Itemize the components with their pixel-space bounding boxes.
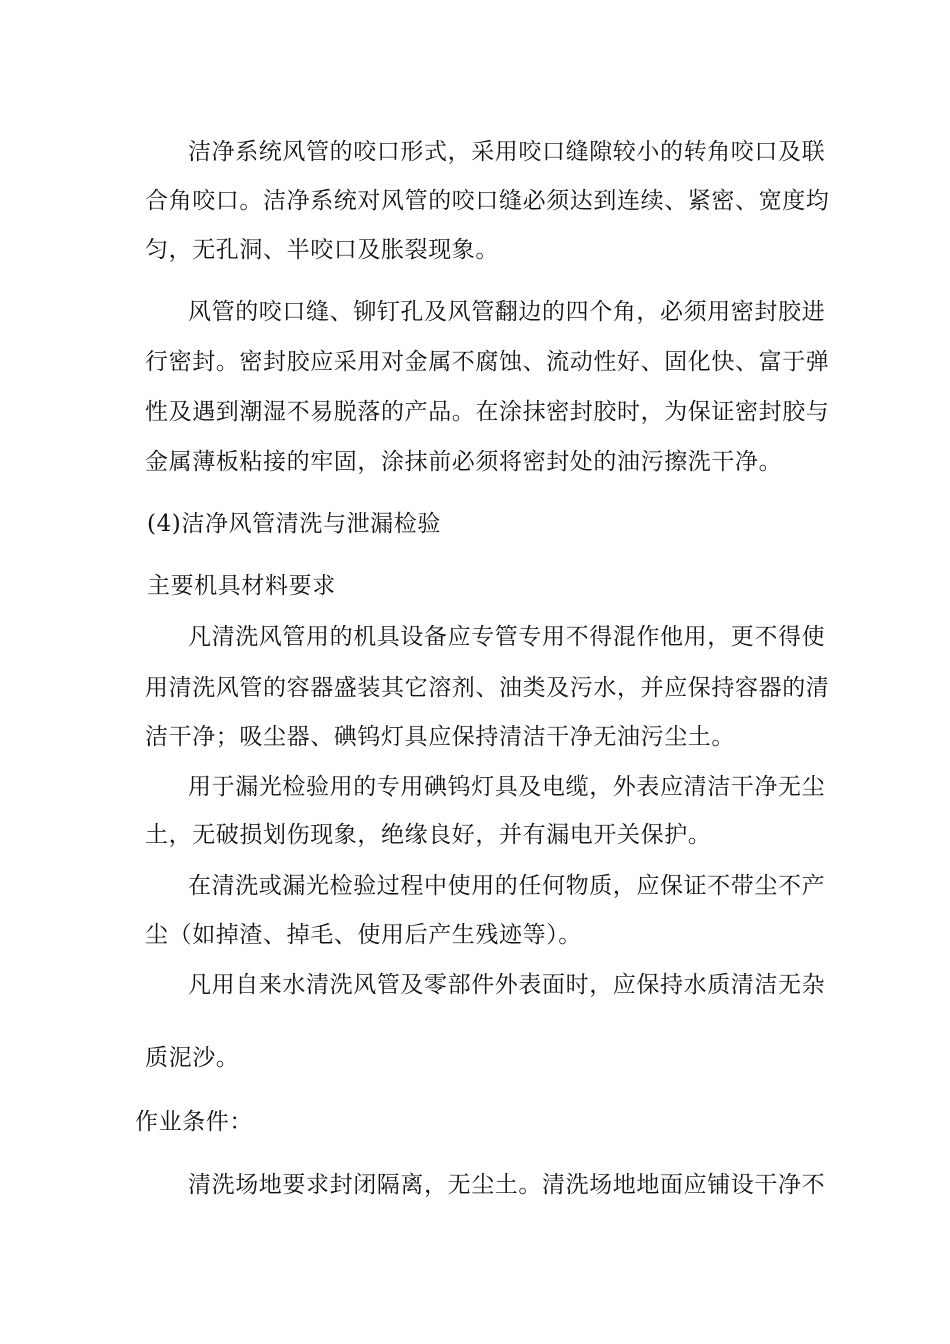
paragraph-3-line-1: 凡清洗风管用的机具设备应专管专用不得混作他用，更不得使 xyxy=(188,624,826,650)
paragraph-3-line-3: 洁干净；吸尘器、碘钨灯具应保持清洁干净无油污尘土。 xyxy=(145,724,735,750)
paragraph-1-line-3: 匀，无孔洞、半咬口及胀裂现象。 xyxy=(145,237,499,263)
paragraph-3-line-2: 用清洗风管的容器盛装其它溶剂、油类及污水，并应保持容器的清 xyxy=(145,675,830,701)
paragraph-2-line-2: 行密封。密封胶应采用对金属不腐蚀、流动性好、固化快、富于弹 xyxy=(145,349,830,375)
paragraph-6-line-2: 质泥沙。 xyxy=(145,1045,240,1071)
paragraph-1-line-2: 合角咬口。洁净系统对风管的咬口缝必须达到连续、紧密、宽度均 xyxy=(145,188,830,214)
paragraph-4-line-1: 用于漏光检验用的专用碘钨灯具及电缆，外表应清洁干净无尘 xyxy=(188,774,826,800)
subheading-equipment: 主要机具材料要求 xyxy=(147,573,336,599)
paragraph-2-line-1: 风管的咬口缝、铆钉孔及风管翻边的四个角，必须用密封胶进 xyxy=(188,299,826,325)
paragraph-5-line-2: 尘（如掉渣、掉毛、使用后产生残迹等）。 xyxy=(145,922,582,948)
paragraph-2-line-4: 金属薄板粘接的牢固，涂抹前必须将密封处的油污擦洗干净。 xyxy=(145,449,783,475)
paragraph-4-line-2: 土，无破损划伤现象，绝缘良好，并有漏电开关保护。 xyxy=(145,822,712,848)
section-heading: (4)洁净风管清洗与泄漏检验 xyxy=(147,511,441,537)
paragraph-1-line-1: 洁净系统风管的咬口形式，采用咬口缝隙较小的转角咬口及联 xyxy=(188,139,826,165)
paragraph-2-line-3: 性及遇到潮湿不易脱落的产品。在涂抹密封胶时，为保证密封胶与 xyxy=(145,399,830,425)
paragraph-6-line-1: 凡用自来水清洗风管及零部件外表面时，应保持水质清洁无杂 xyxy=(188,972,826,998)
subheading-work-conditions: 作业条件： xyxy=(135,1109,253,1135)
paragraph-7-line-1: 清洗场地要求封闭隔离，无尘土。清洗场地地面应铺设干净不 xyxy=(188,1172,826,1198)
paragraph-5-line-1: 在清洗或漏光检验过程中使用的任何物质，应保证不带尘不产 xyxy=(188,873,826,899)
